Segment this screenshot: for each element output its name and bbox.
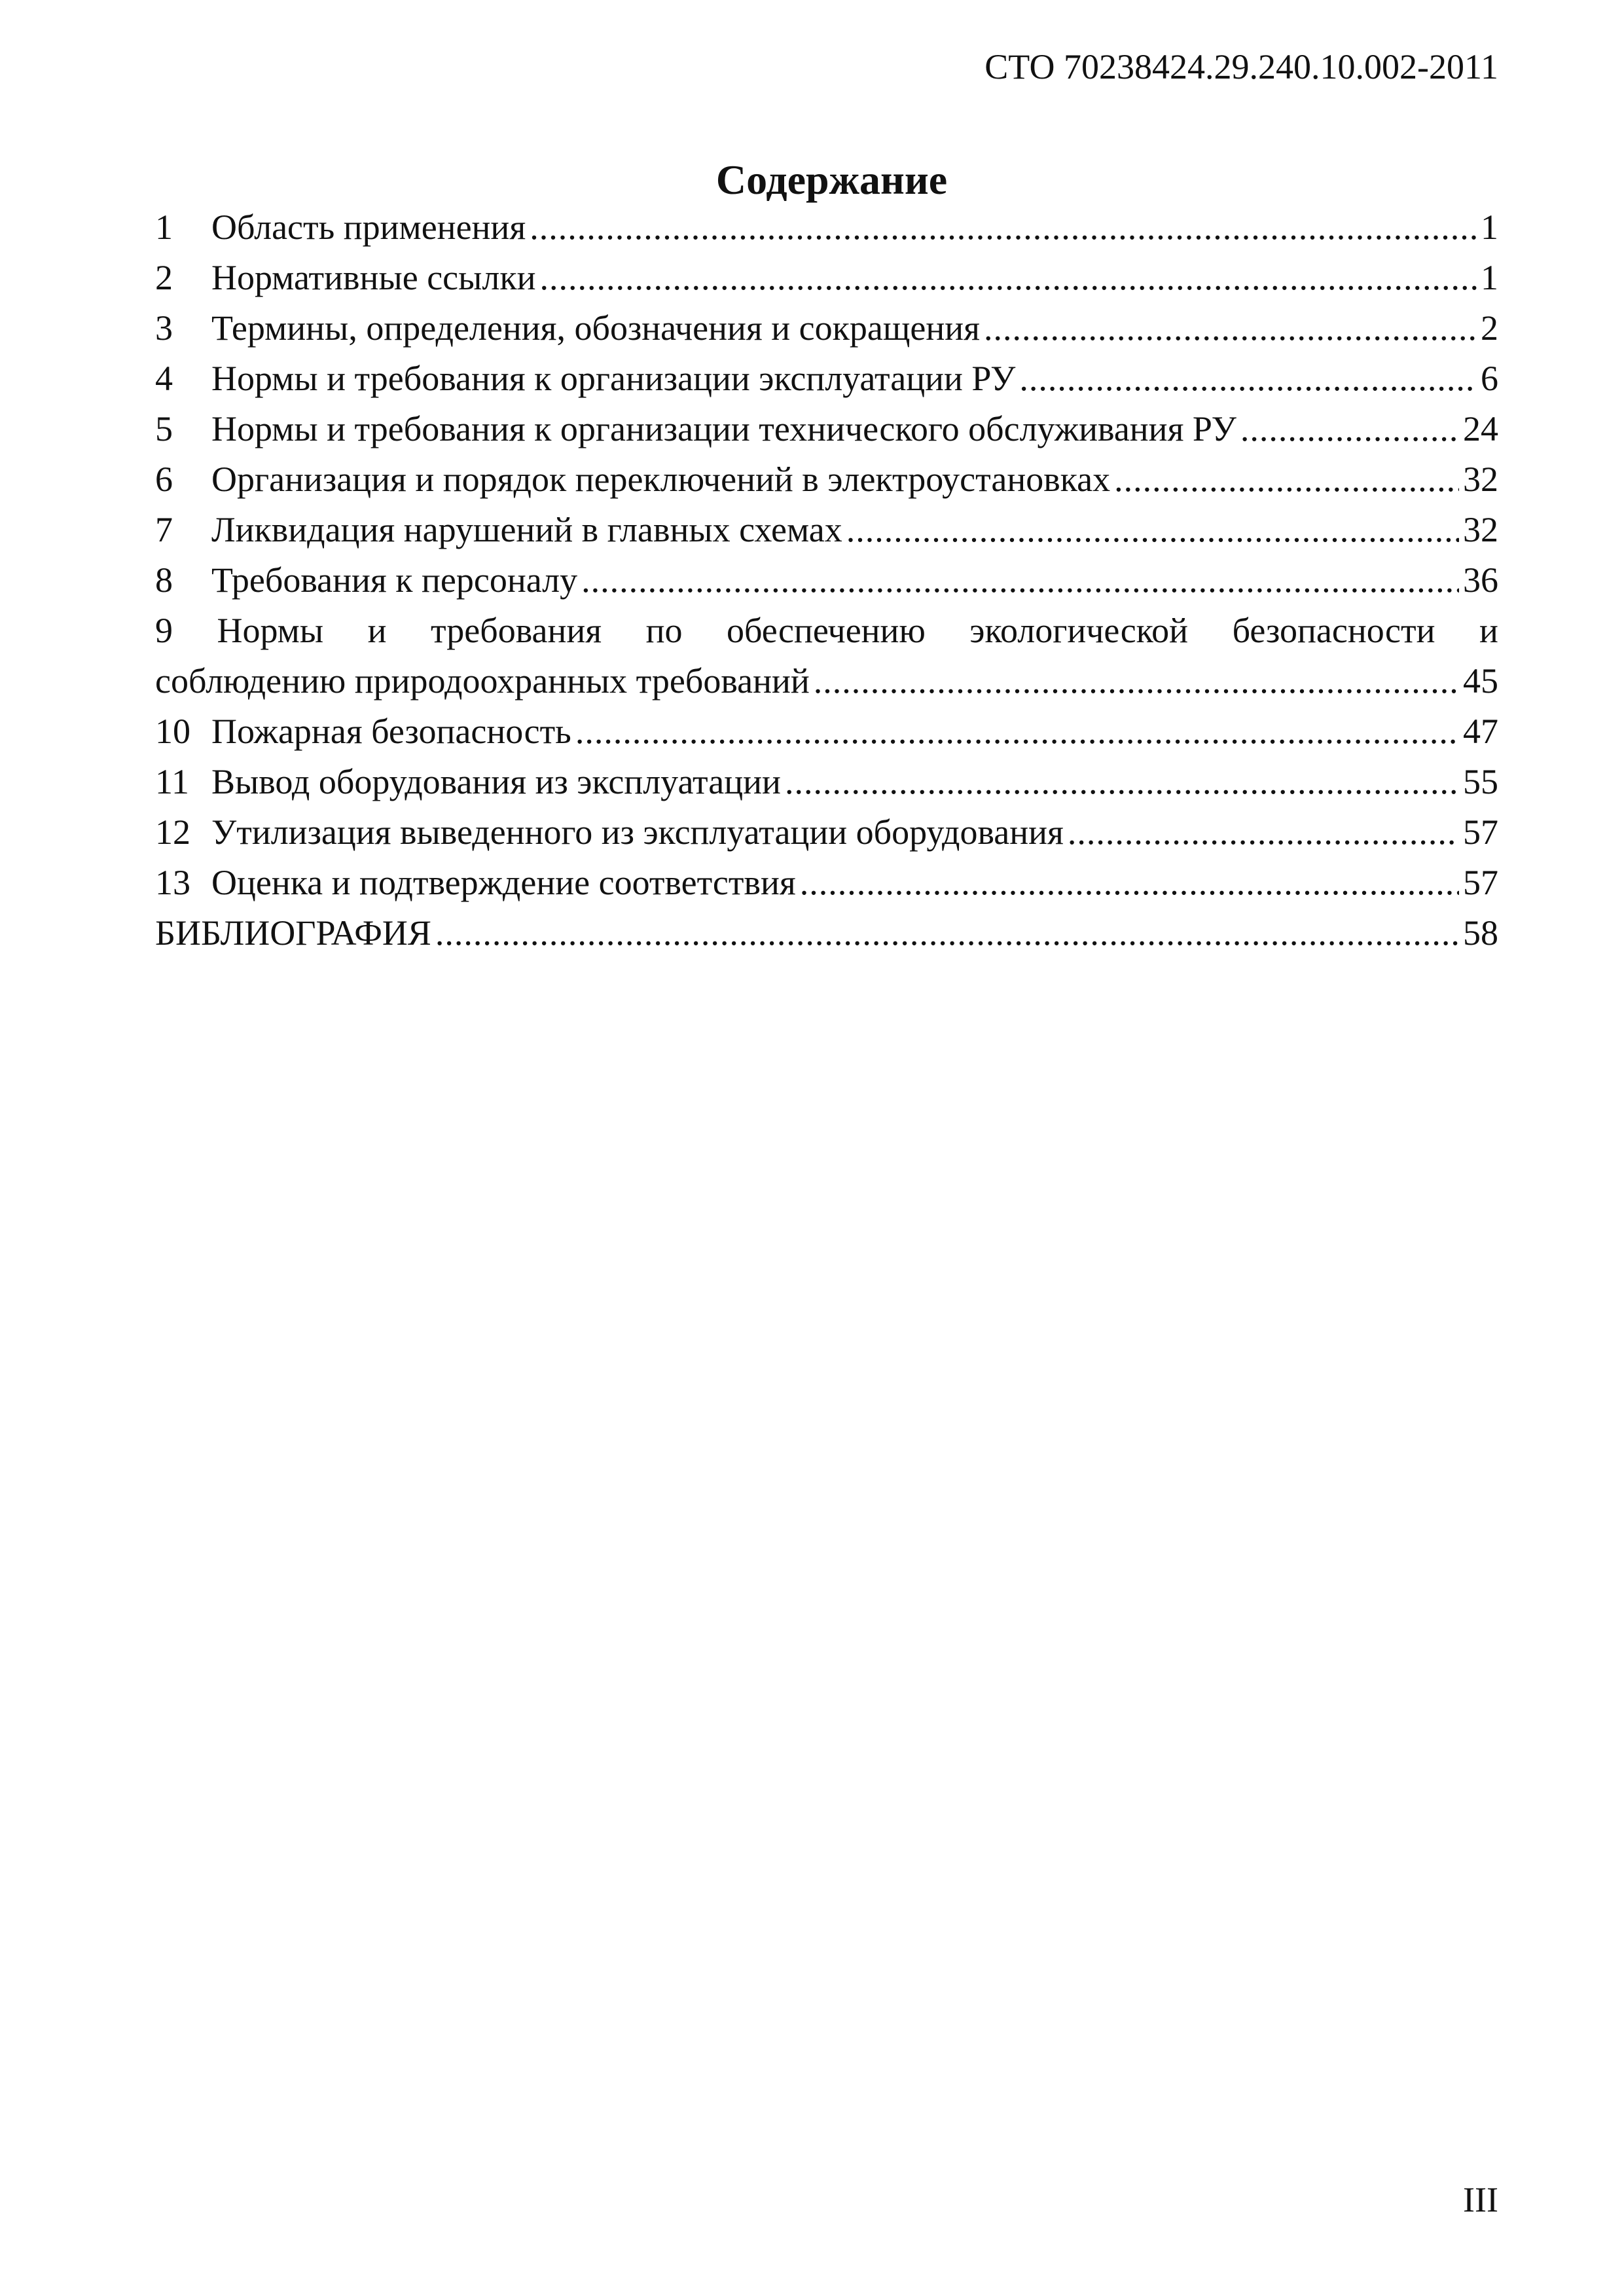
- toc-entry-label: Оценка и подтверждение соответствия: [211, 863, 796, 902]
- toc-entry-word: Нормы: [217, 611, 324, 650]
- toc-entry-number: 12: [155, 812, 190, 852]
- toc-entry-page: 2: [1481, 308, 1498, 348]
- dot-leader: [530, 202, 1477, 253]
- toc-entry-label: Утилизация выведенного из эксплуатации оборудования: [211, 812, 1064, 852]
- toc-entry-8[interactable]: [155, 555, 1498, 606]
- toc-entry-label: Нормы и требования к организации технического обслуживания РУ: [211, 409, 1236, 448]
- toc-entry-word: по: [645, 611, 683, 650]
- toc-entry-word: и: [1479, 611, 1498, 650]
- toc-entry-page: 6: [1481, 359, 1498, 398]
- toc-entry-9[interactable]: [155, 606, 1498, 706]
- document-code: СТО 70238424.29.240.10.002-2011: [984, 47, 1498, 86]
- toc-entry-page: 1: [1481, 208, 1498, 247]
- dot-leader: [581, 555, 1459, 606]
- toc-entry-word: требования: [431, 611, 602, 650]
- toc-entry-page: 47: [1463, 712, 1498, 751]
- toc-entry-page: 58: [1463, 913, 1498, 953]
- toc-entry-label: Нормативные ссылки: [211, 258, 536, 297]
- toc-entry-12[interactable]: [155, 807, 1498, 858]
- toc-entry-2[interactable]: [155, 253, 1498, 303]
- toc-entry-number: 8: [155, 560, 173, 600]
- toc-entry-number: 10: [155, 712, 190, 751]
- toc-entry-page: 57: [1463, 812, 1498, 852]
- toc-entry-page: 24: [1463, 409, 1498, 448]
- toc-entry-4[interactable]: [155, 354, 1498, 404]
- toc-entry-word: экологической: [969, 611, 1189, 650]
- toc-entry-3[interactable]: [155, 303, 1498, 354]
- toc-entry-label-continued: соблюдению природоохранных требований: [155, 661, 810, 701]
- toc-entry-page: 45: [1463, 661, 1498, 701]
- dot-leader: [1068, 807, 1459, 858]
- toc-entry-1[interactable]: [155, 202, 1498, 253]
- toc-entry-label: Вывод оборудования из эксплуатации: [211, 762, 781, 801]
- toc-entry-word: обеспечению: [726, 611, 926, 650]
- toc-entry-label: Область применения: [211, 208, 526, 247]
- toc-entry-label: Пожарная безопасность: [211, 712, 571, 751]
- toc-entry-number: 1: [155, 208, 173, 247]
- toc-entry-6[interactable]: [155, 454, 1498, 505]
- toc-entry-number: 6: [155, 460, 173, 499]
- toc-entry-page: 32: [1463, 460, 1498, 499]
- toc-entry-page: 55: [1463, 762, 1498, 801]
- dot-leader: [1114, 454, 1459, 505]
- toc-entry-label: Нормы и требования к организации эксплуатации РУ: [211, 359, 1016, 398]
- toc-entry-number: 3: [155, 308, 173, 348]
- toc-entry-label: Требования к персоналу: [211, 560, 578, 600]
- toc-entry-word: безопасности: [1232, 611, 1435, 650]
- toc-entry-7[interactable]: [155, 505, 1498, 555]
- dot-leader: [846, 505, 1459, 555]
- toc-entry-page: 36: [1463, 560, 1498, 600]
- dot-leader: [800, 858, 1459, 908]
- toc-entry-11[interactable]: [155, 757, 1498, 807]
- toc-title: Содержание: [715, 156, 948, 203]
- dot-leader: [785, 757, 1459, 807]
- toc-entry-word: и: [367, 611, 387, 650]
- dot-leader: [814, 656, 1459, 706]
- toc-entry-10[interactable]: [155, 706, 1498, 757]
- dot-leader: [1019, 354, 1477, 404]
- toc-entry-number: 7: [155, 510, 173, 549]
- toc-entry-13[interactable]: [155, 858, 1498, 908]
- dot-leader: [984, 303, 1477, 354]
- toc-entry-label: БИБЛИОГРАФИЯ: [155, 913, 431, 953]
- table-of-contents: [155, 202, 1498, 958]
- toc-entry-5[interactable]: [155, 404, 1498, 454]
- toc-entry-number: 13: [155, 863, 190, 902]
- toc-entry-page: 32: [1463, 510, 1498, 549]
- toc-entry-number: 2: [155, 258, 173, 297]
- toc-entry-number: 5: [155, 409, 173, 448]
- dot-leader: [1240, 404, 1459, 454]
- toc-entry-first-line: [155, 606, 1498, 656]
- dot-leader: [540, 253, 1477, 303]
- toc-entry-page: 57: [1463, 863, 1498, 902]
- toc-entry-label: Термины, определения, обозначения и сокращения: [211, 308, 980, 348]
- dot-leader: [435, 908, 1459, 958]
- toc-entry-number: 11: [155, 762, 189, 801]
- toc-entry-label: Организация и порядок переключений в электроустановках: [211, 460, 1111, 499]
- toc-entry-number: 9: [155, 611, 173, 650]
- page-number: III: [1463, 2180, 1498, 2219]
- toc-entry-page: 1: [1481, 258, 1498, 297]
- toc-entry-number: 4: [155, 359, 173, 398]
- toc-entry-label: Ликвидация нарушений в главных схемах: [211, 510, 842, 549]
- toc-entry-second-line: [155, 656, 1498, 706]
- dot-leader: [575, 706, 1459, 757]
- toc-entry-bibliography[interactable]: [155, 908, 1498, 958]
